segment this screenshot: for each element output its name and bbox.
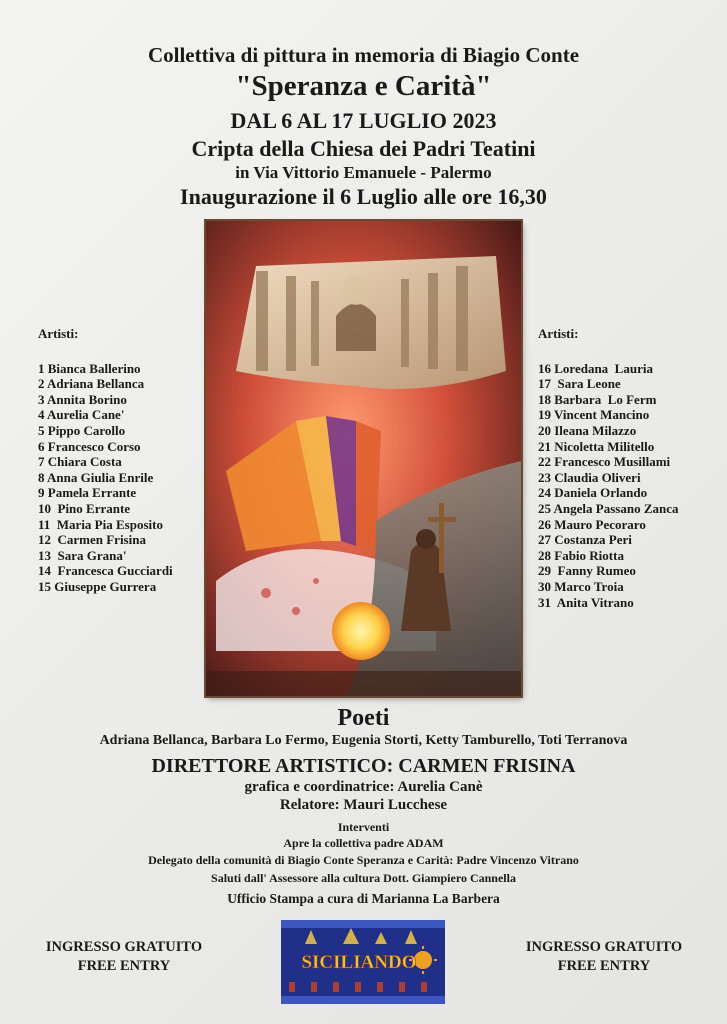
free-entry-line-1: INGRESSO GRATUITO — [45, 939, 203, 955]
artist-item: 7 Chiara Costa — [38, 454, 122, 470]
artist-item: 21 Nicoletta Militello — [538, 438, 655, 454]
poets-heading: Poeti — [337, 705, 390, 731]
artist-item: 28 Fabio Riotta — [538, 547, 624, 563]
painting-illustration — [206, 221, 521, 696]
artist-item: 9 Pamela Errante — [38, 485, 137, 501]
event-address: in Via Vittorio Emanuele - Palermo — [235, 163, 492, 182]
artists-list-left — [38, 326, 173, 595]
intervention-item: Apre la collettiva padre ADAM — [283, 836, 444, 850]
artist-item: 4 Aurelia Cane' — [38, 407, 125, 423]
artist-item: 26 Mauro Pecoraro — [538, 516, 646, 532]
artist-item: 23 Claudia Oliveri — [538, 469, 641, 485]
interventions-heading: Interventi — [337, 820, 390, 834]
event-title: "Speranza e Carità" — [235, 70, 492, 102]
artist-item: 22 Francesco Musillami — [538, 454, 671, 470]
siciliando-logo-graphic — [281, 920, 445, 1004]
intervention-item: Saluti dall' Assessore alla cultura Dott. Giampiero Cannella — [211, 871, 516, 885]
event-inauguration: Inaugurazione il 6 Luglio alle ore 16,30 — [180, 184, 547, 209]
artist-item: 18 Barbara Lo Ferm — [538, 391, 657, 407]
artistic-director: DIRETTORE ARTISTICO: CARMEN FRISINA — [151, 755, 576, 777]
free-entry-line-2: FREE ENTRY — [557, 958, 651, 974]
artist-item: 3 Annita Borino — [38, 391, 127, 407]
artist-item: 10 Pino Errante — [38, 500, 131, 516]
artist-item: 20 Ileana Milazzo — [538, 422, 637, 438]
graphic-coordinator: grafica e coordinatrice: Aurelia Canè — [244, 779, 483, 795]
artist-item: 16 Loredana Lauria — [538, 360, 653, 376]
logo-text: SICILIANDO — [301, 952, 417, 973]
free-entry-line-2: FREE ENTRY — [77, 958, 171, 974]
siciliando-logo — [281, 920, 445, 1004]
event-dates: DAL 6 AL 17 LUGLIO 2023 — [230, 108, 497, 133]
artists-left-items — [38, 361, 173, 595]
event-subtitle: Collettiva di pittura in memoria di Biagio Conte — [147, 43, 580, 67]
artists-list-right — [538, 326, 679, 610]
artists-heading: Artisti: — [538, 326, 579, 341]
artist-item: 14 Francesca Gucciardi — [38, 563, 173, 579]
free-entry-line-1: INGRESSO GRATUITO — [525, 939, 683, 955]
artist-item: 5 Pippo Carollo — [38, 422, 126, 438]
free-entry-right — [504, 938, 704, 976]
artist-item: 8 Anna Giulia Enrile — [38, 469, 154, 485]
artist-item: 17 Sara Leone — [538, 376, 621, 392]
artist-item: 30 Marco Troia — [538, 578, 624, 594]
artist-item: 31 Anita Vitrano — [538, 594, 634, 610]
poets-names: Adriana Bellanca, Barbara Lo Fermo, Eugenia Storti, Ketty Tamburello, Toti Terranova — [99, 733, 628, 748]
artist-item: 2 Adriana Bellanca — [38, 376, 145, 392]
artist-item: 19 Vincent Mancino — [538, 407, 650, 423]
artists-heading: Artisti: — [38, 326, 79, 341]
free-entry-left — [24, 938, 224, 976]
press-office: Ufficio Stampa a cura di Marianna La Barbera — [227, 891, 500, 906]
event-venue: Cripta della Chiesa dei Padri Teatini — [191, 136, 536, 161]
artist-item: 1 Bianca Ballerino — [38, 360, 141, 376]
artist-item: 15 Giuseppe Gurrera — [38, 578, 157, 594]
artist-item: 12 Carmen Frisina — [38, 532, 146, 548]
intervention-item: Delegato della comunità di Biagio Conte Speranza e Carità: Padre Vincenzo Vitrano — [148, 853, 579, 867]
artist-item: 29 Fanny Rumeo — [538, 563, 636, 579]
artist-item: 13 Sara Grana' — [38, 547, 127, 563]
speaker: Relatore: Mauri Lucchese — [279, 797, 448, 813]
artists-right-items — [538, 361, 679, 611]
artwork-image — [206, 221, 521, 696]
artist-item: 25 Angela Passano Zanca — [538, 500, 679, 516]
artist-item: 11 Maria Pia Esposito — [38, 516, 163, 532]
artist-item: 27 Costanza Peri — [538, 532, 632, 548]
artist-item: 24 Daniela Orlando — [538, 485, 648, 501]
artist-item: 6 Francesco Corso — [38, 438, 141, 454]
